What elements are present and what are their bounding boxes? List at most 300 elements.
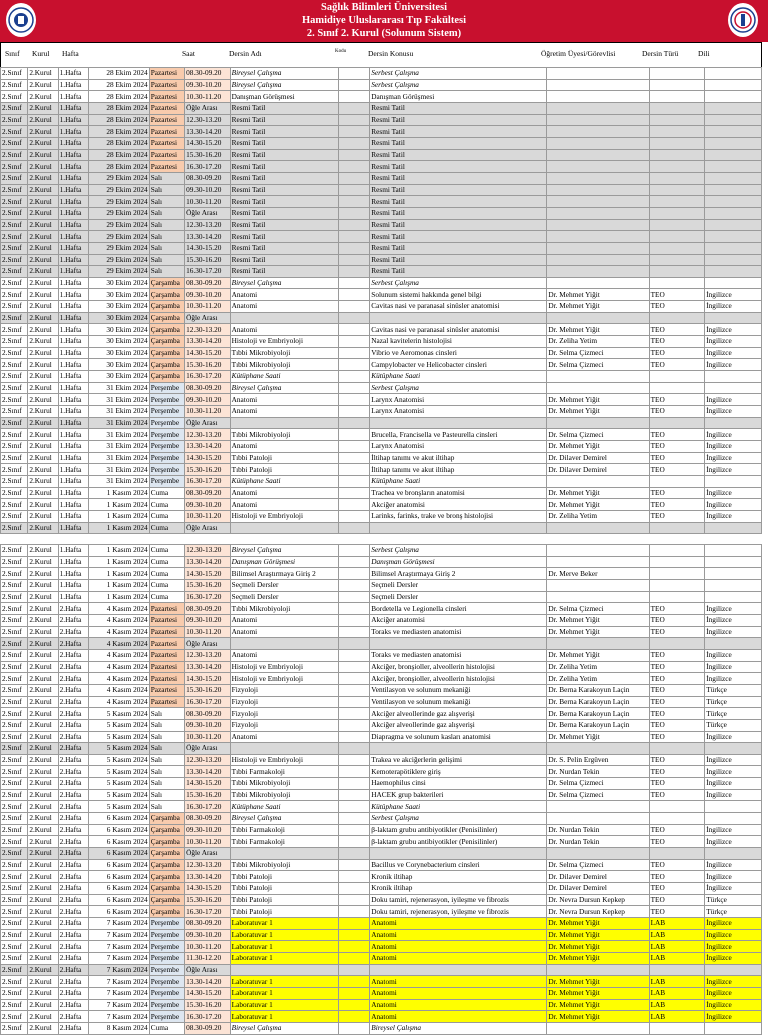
table-row [1,219,762,231]
cell-hafta: 1.Hafta [58,522,88,534]
cell-turu: TEO [649,347,705,359]
cell-kodu [338,614,369,626]
cell-turu: LAB [649,941,705,953]
cell-dersin-konusu: Kronik iltihap [370,883,547,895]
cell-tarih: 1 Kasım 2024 [89,487,150,499]
table-row [1,114,762,126]
cell-sinif: 2.Sınıf [1,649,28,661]
cell-saat: 08.30-09.20 [185,603,231,615]
cell-kodu [338,429,369,441]
cell-turu: TEO [649,789,705,801]
cell-dili: Türkçe [705,684,762,696]
cell-dersin-adi: Laboratuvar 1 [230,987,338,999]
cell-sinif: 2.Sınıf [1,556,28,568]
cell-turu [649,801,705,813]
cell-hafta: 2.Hafta [58,918,88,930]
table-row [1,952,762,964]
cell-dili: İngilizce [705,499,762,511]
cell-dersin-konusu: Akciğer, bronşioller, alveollerin histolojisi [370,661,547,673]
cell-saat: Öğle Arası [185,964,231,976]
cell-dersin-adi: Fizyoloji [230,696,338,708]
cell-kodu [338,894,369,906]
table-row [1,906,762,918]
cell-hafta: 1.Hafta [58,417,88,429]
cell-saat: 15.30-16.20 [185,254,231,266]
cell-saat: 15.30-16.20 [185,579,231,591]
cell-ogretim [547,219,649,231]
cell-tarih: 30 Ekim 2024 [89,312,150,324]
cell-gun: Çarşamba [149,824,184,836]
cell-tarih: 5 Kasım 2024 [89,719,150,731]
cell-hafta: 1.Hafta [58,429,88,441]
cell-dersin-adi: Tıbbi Patoloji [230,883,338,895]
cell-gun: Cuma [149,1022,184,1034]
cell-dersin-adi: Tıbbi Mikrobiyoloji [230,359,338,371]
cell-kurul: 2.Kurul [28,731,58,743]
cell-turu: TEO [649,441,705,453]
cell-dili: İngilizce [705,778,762,790]
cell-tarih: 1 Kasım 2024 [89,556,150,568]
cell-dersin-adi: Resmi Tatil [230,184,338,196]
table-row [1,661,762,673]
cell-dersin-konusu: Seçmeli Dersler [370,579,547,591]
col-turu: Dersin Türü [642,49,679,58]
cell-tarih: 30 Ekim 2024 [89,289,150,301]
cell-turu: TEO [649,708,705,720]
cell-dili [705,149,762,161]
cell-kurul: 2.Kurul [28,661,58,673]
cell-dersin-adi: Resmi Tatil [230,161,338,173]
cell-kodu [338,161,369,173]
cell-tarih: 28 Ekim 2024 [89,149,150,161]
cell-ogretim: Dr. Selma Çizmeci [547,789,649,801]
cell-gun: Çarşamba [149,312,184,324]
cell-turu: TEO [649,824,705,836]
cell-turu [649,196,705,208]
cell-turu [649,475,705,487]
cell-turu [649,219,705,231]
cell-turu: TEO [649,766,705,778]
cell-saat: 13.30-14.20 [185,976,231,988]
cell-gun: Perşembe [149,406,184,418]
cell-sinif: 2.Sınıf [1,68,28,80]
cell-gun: Perşembe [149,941,184,953]
cell-sinif: 2.Sınıf [1,231,28,243]
cell-ogretim [547,184,649,196]
cell-saat: 16.30-17.20 [185,475,231,487]
cell-ogretim [547,254,649,266]
cell-kodu [338,731,369,743]
cell-dili [705,219,762,231]
cell-kodu [338,102,369,114]
cell-kurul: 2.Kurul [28,906,58,918]
cell-kodu [338,556,369,568]
table-row [1,836,762,848]
cell-sinif: 2.Sınıf [1,579,28,591]
cell-saat: 09.30-10.20 [185,824,231,836]
cell-kurul: 2.Kurul [28,929,58,941]
cell-dersin-adi: Tıbbi Mikrobiyoloji [230,859,338,871]
cell-gun: Perşembe [149,475,184,487]
cell-saat: Öğle Arası [185,743,231,755]
table-row [1,126,762,138]
cell-tarih: 1 Kasım 2024 [89,579,150,591]
table-row [1,941,762,953]
cell-kodu [338,207,369,219]
table-row [1,918,762,930]
cell-sinif: 2.Sınıf [1,603,28,615]
cell-kodu [338,871,369,883]
cell-sinif: 2.Sınıf [1,114,28,126]
cell-gun: Çarşamba [149,347,184,359]
cell-turu [649,242,705,254]
cell-saat: 08.30-09.20 [185,172,231,184]
cell-hafta: 1.Hafta [58,301,88,313]
cell-hafta: 1.Hafta [58,347,88,359]
cell-ogretim [547,172,649,184]
cell-dili: İngilizce [705,766,762,778]
cell-dersin-adi: Laboratuvar 1 [230,929,338,941]
cell-dersin-konusu: Larynx Anatomisi [370,394,547,406]
cell-sinif: 2.Sınıf [1,242,28,254]
cell-dersin-adi: Tıbbi Farmakoloji [230,824,338,836]
table-row [1,894,762,906]
cell-dersin-konusu: Anatomi [370,976,547,988]
cell-kodu [338,266,369,278]
cell-dili: İngilizce [705,452,762,464]
cell-kurul: 2.Kurul [28,91,58,103]
cell-dili [705,277,762,289]
table-row [1,545,762,557]
cell-gun: Pazartesi [149,673,184,685]
cell-ogretim [547,277,649,289]
cell-ogretim: Dr. Mehmet Yiğit [547,324,649,336]
cell-hafta: 1.Hafta [58,487,88,499]
cell-dersin-adi: Resmi Tatil [230,172,338,184]
cell-dili [705,813,762,825]
cell-dersin-konusu: HACEK grup bakterileri [370,789,547,801]
cell-turu [649,137,705,149]
cell-kurul: 2.Kurul [28,429,58,441]
cell-dersin-konusu: Bireysel Çalışma [370,1022,547,1034]
cell-dersin-konusu: Toraks ve mediasten anatomisi [370,626,547,638]
cell-dersin-konusu: Trakea ve akciğerlerin gelişimi [370,754,547,766]
cell-dersin-konusu: Anatomi [370,929,547,941]
table-row [1,161,762,173]
cell-dersin-konusu [370,522,547,534]
cell-dili: İngilizce [705,1011,762,1023]
cell-sinif: 2.Sınıf [1,813,28,825]
cell-dersin-konusu: Resmi Tatil [370,219,547,231]
cell-gun: Cuma [149,510,184,522]
cell-kodu [338,277,369,289]
cell-kurul: 2.Kurul [28,242,58,254]
cell-turu [649,743,705,755]
cell-dili [705,568,762,580]
cell-dili [705,312,762,324]
cell-kodu [338,976,369,988]
table-row [1,289,762,301]
col-saat: Saat [182,49,195,58]
cell-tarih: 8 Kasım 2024 [89,1022,150,1034]
cell-ogretim [547,522,649,534]
cell-kodu [338,964,369,976]
cell-dili: İngilizce [705,859,762,871]
cell-dersin-adi: Laboratuvar 1 [230,976,338,988]
cell-gun: Perşembe [149,976,184,988]
cell-sinif: 2.Sınıf [1,324,28,336]
cell-ogretim [547,591,649,603]
cell-dili [705,126,762,138]
cell-sinif: 2.Sınıf [1,999,28,1011]
cell-ogretim [547,266,649,278]
cell-turu: TEO [649,684,705,696]
cell-ogretim [547,126,649,138]
cell-dersin-adi: Resmi Tatil [230,149,338,161]
cell-tarih: 28 Ekim 2024 [89,114,150,126]
cell-dersin-konusu: Resmi Tatil [370,102,547,114]
table-row [1,196,762,208]
cell-kurul: 2.Kurul [28,137,58,149]
cell-gun: Çarşamba [149,371,184,383]
cell-dersin-adi: Anatomi [230,614,338,626]
cell-dersin-adi: Anatomi [230,289,338,301]
cell-sinif: 2.Sınıf [1,883,28,895]
cell-sinif: 2.Sınıf [1,336,28,348]
cell-dersin-adi: Danışman Görüşmesi [230,556,338,568]
header-faculty: Hamidiye Uluslararası Tıp Fakültesi [301,15,467,26]
cell-kurul: 2.Kurul [28,336,58,348]
cell-turu [649,591,705,603]
cell-saat: 15.30-16.20 [185,789,231,801]
cell-kodu [338,499,369,511]
cell-dersin-konusu: Diapragma ve solunum kasları anatomisi [370,731,547,743]
table-row [1,382,762,394]
table-row [1,487,762,499]
cell-sinif: 2.Sınıf [1,429,28,441]
cell-saat: 15.30-16.20 [185,894,231,906]
cell-dili: Türkçe [705,696,762,708]
col-sinif: Sınıf [5,49,20,58]
cell-saat: 08.30-09.20 [185,487,231,499]
cell-tarih: 4 Kasım 2024 [89,603,150,615]
cell-tarih: 28 Ekim 2024 [89,161,150,173]
cell-kodu [338,347,369,359]
cell-hafta: 1.Hafta [58,406,88,418]
cell-dili [705,743,762,755]
cell-kurul: 2.Kurul [28,126,58,138]
cell-saat: 10.30-11.20 [185,626,231,638]
cell-turu [649,126,705,138]
cell-tarih: 29 Ekim 2024 [89,254,150,266]
cell-ogretim: Dr. Mehmet Yiğit [547,731,649,743]
cell-ogretim [547,161,649,173]
cell-turu: TEO [649,289,705,301]
table-row [1,184,762,196]
cell-dili [705,207,762,219]
cell-dili: İngilizce [705,754,762,766]
cell-sinif: 2.Sınıf [1,952,28,964]
cell-hafta: 2.Hafta [58,743,88,755]
cell-hafta: 1.Hafta [58,499,88,511]
cell-kodu [338,824,369,836]
cell-turu: TEO [649,871,705,883]
cell-tarih: 6 Kasım 2024 [89,871,150,883]
cell-gun: Perşembe [149,929,184,941]
cell-dersin-adi: Resmi Tatil [230,242,338,254]
cell-dili [705,638,762,650]
cell-turu [649,207,705,219]
cell-kodu [338,789,369,801]
cell-saat: 12.30-13.20 [185,429,231,441]
cell-turu: TEO [649,464,705,476]
cell-hafta: 2.Hafta [58,848,88,860]
cell-saat: 10.30-11.20 [185,301,231,313]
cell-ogretim: Dr. Mehmet Yiğit [547,1011,649,1023]
cell-gun: Perşembe [149,417,184,429]
cell-hafta: 1.Hafta [58,579,88,591]
cell-dili [705,114,762,126]
cell-tarih: 29 Ekim 2024 [89,219,150,231]
cell-saat: 12.30-13.20 [185,219,231,231]
cell-kurul: 2.Kurul [28,452,58,464]
cell-kurul: 2.Kurul [28,172,58,184]
cell-dersin-adi: Bireysel Çalışma [230,68,338,80]
cell-sinif: 2.Sınıf [1,859,28,871]
cell-ogretim: Dr. Berna Karakoyun Laçin [547,708,649,720]
cell-tarih: 29 Ekim 2024 [89,242,150,254]
cell-kodu [338,406,369,418]
cell-dersin-konusu [370,417,547,429]
cell-tarih: 6 Kasım 2024 [89,883,150,895]
cell-dili: İngilizce [705,871,762,883]
cell-tarih: 31 Ekim 2024 [89,452,150,464]
cell-saat: 14.30-15.20 [185,778,231,790]
cell-sinif: 2.Sınıf [1,347,28,359]
cell-gun: Çarşamba [149,894,184,906]
cell-kodu [338,301,369,313]
cell-kodu [338,661,369,673]
cell-turu: TEO [649,754,705,766]
cell-hafta: 2.Hafta [58,696,88,708]
cell-turu: TEO [649,626,705,638]
cell-dersin-konusu: Doku tamiri, rejenerasyon, iyileşme ve fibrozis [370,894,547,906]
cell-kurul: 2.Kurul [28,894,58,906]
cell-dersin-adi: Bireysel Çalışma [230,1022,338,1034]
cell-tarih: 29 Ekim 2024 [89,184,150,196]
cell-dersin-adi: Anatomi [230,626,338,638]
cell-tarih: 7 Kasım 2024 [89,1011,150,1023]
cell-sinif: 2.Sınıf [1,301,28,313]
cell-kodu [338,114,369,126]
cell-saat: 14.30-15.20 [185,347,231,359]
cell-tarih: 7 Kasım 2024 [89,941,150,953]
cell-kurul: 2.Kurul [28,406,58,418]
table-row [1,452,762,464]
cell-sinif: 2.Sınıf [1,266,28,278]
cell-turu [649,266,705,278]
cell-gun: Perşembe [149,964,184,976]
cell-kurul: 2.Kurul [28,778,58,790]
cell-tarih: 4 Kasım 2024 [89,626,150,638]
cell-dili [705,801,762,813]
cell-kurul: 2.Kurul [28,871,58,883]
cell-sinif: 2.Sınıf [1,289,28,301]
cell-kurul: 2.Kurul [28,312,58,324]
cell-dili: İngilizce [705,429,762,441]
cell-tarih: 6 Kasım 2024 [89,894,150,906]
cell-saat: 16.30-17.20 [185,591,231,603]
cell-tarih: 1 Kasım 2024 [89,545,150,557]
table-row [1,359,762,371]
cell-dersin-konusu: Serbest Çalışma [370,382,547,394]
cell-dili: İngilizce [705,394,762,406]
cell-ogretim [547,848,649,860]
cell-gun: Cuma [149,556,184,568]
table-row [1,976,762,988]
cell-sinif: 2.Sınıf [1,638,28,650]
cell-turu [649,848,705,860]
cell-dersin-konusu: Larynx Anatomisi [370,406,547,418]
cell-turu [649,161,705,173]
cell-sinif: 2.Sınıf [1,568,28,580]
cell-sinif: 2.Sınıf [1,79,28,91]
cell-dersin-konusu: Resmi Tatil [370,254,547,266]
cell-hafta: 2.Hafta [58,603,88,615]
cell-tarih: 5 Kasım 2024 [89,731,150,743]
cell-gun: Perşembe [149,952,184,964]
cell-gun: Perşembe [149,441,184,453]
table-row [1,638,762,650]
cell-dersin-adi: Seçmeli Dersler [230,579,338,591]
cell-gun: Pazartesi [149,649,184,661]
cell-dersin-adi [230,638,338,650]
cell-dersin-adi: Tıbbi Mikrobiyoloji [230,429,338,441]
cell-dili: Türkçe [705,719,762,731]
cell-gun: Pazartesi [149,68,184,80]
cell-dili: İngilizce [705,987,762,999]
cell-kodu [338,859,369,871]
cell-turu [649,79,705,91]
cell-kodu [338,68,369,80]
cell-dili: İngilizce [705,649,762,661]
cell-kodu [338,801,369,813]
cell-dersin-konusu: Solunum sistemi hakkında genel bilgi [370,289,547,301]
cell-saat: 16.30-17.20 [185,371,231,383]
cell-ogretim: Dr. Mehmet Yiğit [547,406,649,418]
cell-dersin-konusu [370,312,547,324]
cell-dersin-konusu: Ventilasyon ve solunum mekaniği [370,696,547,708]
cell-dersin-konusu: Serbest Çalışma [370,813,547,825]
cell-saat: 12.30-13.20 [185,754,231,766]
cell-kodu [338,475,369,487]
cell-sinif: 2.Sınıf [1,219,28,231]
cell-dersin-konusu: Anatomi [370,952,547,964]
cell-kodu [338,778,369,790]
cell-ogretim: Dr. Nevra Dursun Kepkep [547,906,649,918]
cell-dersin-konusu: Anatomi [370,999,547,1011]
cell-dili: Türkçe [705,906,762,918]
cell-kurul: 2.Kurul [28,545,58,557]
cell-dersin-adi: Histoloji ve Embriyoloji [230,510,338,522]
cell-kodu [338,987,369,999]
cell-kurul: 2.Kurul [28,789,58,801]
cell-sinif: 2.Sınıf [1,871,28,883]
cell-saat: 13.30-14.20 [185,556,231,568]
cell-sinif: 2.Sınıf [1,661,28,673]
cell-kodu [338,1011,369,1023]
cell-hafta: 2.Hafta [58,999,88,1011]
